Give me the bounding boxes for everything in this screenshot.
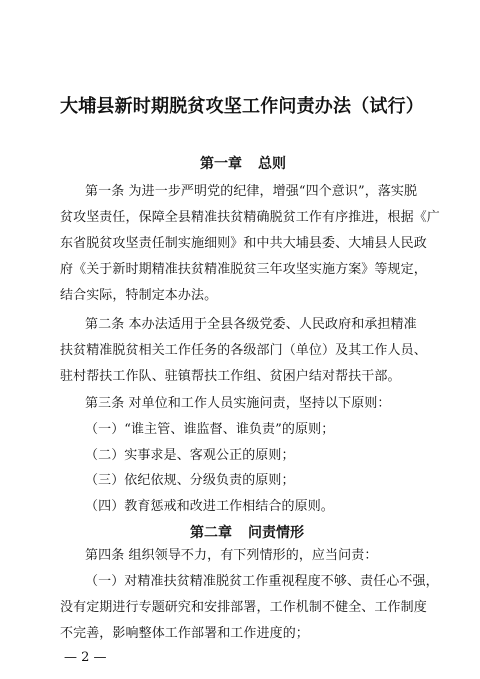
article-4-line: 第四条 组织领导不力，有下列情形的，应当问责： xyxy=(85,548,378,563)
principle-item: （二）实事求是、客观公正的原则； xyxy=(85,448,295,463)
principle-item: （四）教育惩戒和改进工作相结合的原则。 xyxy=(85,499,334,514)
chapter-1-name: 总则 xyxy=(258,156,286,172)
article-1-line: 府《关于新时期精准扶贫精准脱贫三年攻坚实施方案》等规定， xyxy=(60,262,427,277)
chapter-1-heading xyxy=(200,153,286,173)
article-4-item-line: 不完善，影响整体工作部署和工作进度的； xyxy=(60,626,309,641)
article-1-line: 东省脱贫攻坚责任制实施细则》和中共大埔县委、大埔县人民政 xyxy=(60,236,427,251)
article-2-line: 驻村帮扶工作队、驻镇帮扶工作组、贫困户结对帮扶干部。 xyxy=(60,369,401,384)
article-1-line: 结合实际，特制定本办法。 xyxy=(60,288,218,303)
article-4-item-line: （一）对精准扶贫精准脱贫工作重视程度不够、责任心不强， xyxy=(85,574,439,589)
article-1-line: 第一条 为进一步严明党的纪律，增强“四个意识”，落实脱 xyxy=(85,184,418,199)
principle-item: （一）“谁主管、谁监督、谁负责”的原则； xyxy=(85,422,335,437)
principle-item: （三）依纪依规、分级负责的原则； xyxy=(85,473,295,488)
chapter-1-number: 第一章 xyxy=(200,156,242,172)
article-1-line: 贫攻坚责任，保障全县精准扶贫精确脱贫工作有序推进，根据《广 xyxy=(60,210,440,225)
document-title: 大埔县新时期脱贫攻坚工作问责办法（试行） xyxy=(60,96,424,117)
page-number: — 2 — xyxy=(64,650,107,665)
article-4-item-line: 没有定期进行专题研究和安排部署，工作机制不健全、工作制度 xyxy=(60,600,427,615)
article-2-line: 第二条 本办法适用于全县各级党委、人民政府和承担精准 xyxy=(85,317,417,332)
article-3-line: 第三条 对单位和工作人员实施问责，坚持以下原则： xyxy=(85,396,391,411)
chapter-2-name: 问责情形 xyxy=(248,525,304,541)
chapter-2-heading xyxy=(190,522,304,542)
article-2-line: 扶贫精准脱贫相关工作任务的各级部门（单位）及其工作人员、 xyxy=(60,343,427,358)
chapter-2-number: 第二章 xyxy=(190,525,232,541)
